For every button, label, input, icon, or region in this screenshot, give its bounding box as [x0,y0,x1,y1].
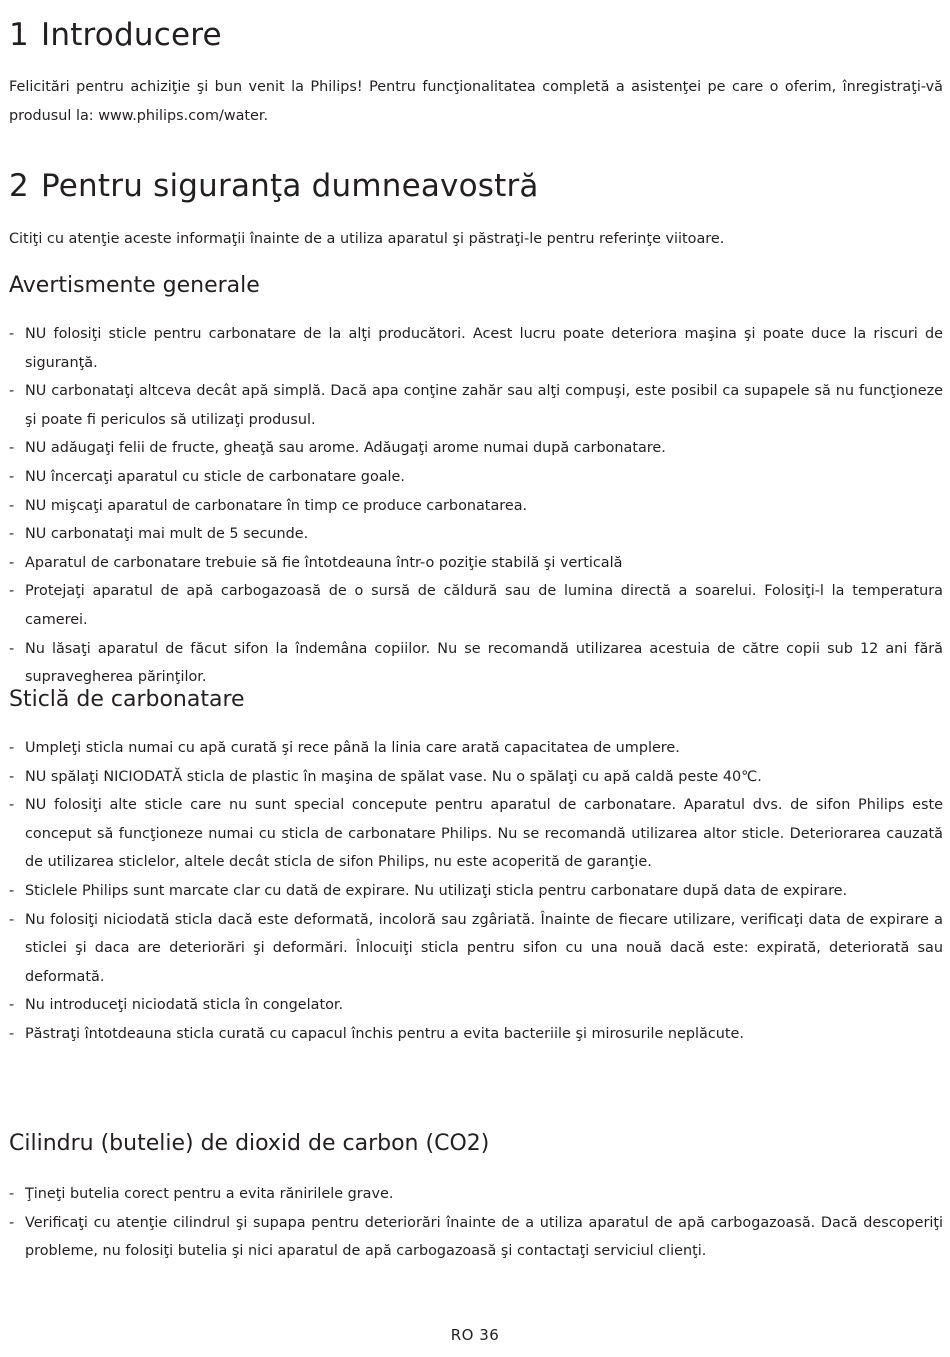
section-number: 2 [9,168,29,204]
section-title-text: Introducere [41,17,222,53]
section-title-introducere [9,16,222,54]
section-title-text: Pentru siguranţa dumneavostră [41,168,539,204]
list-item: - Verificaţi cu atenţie cilindrul şi supapa pentru deteriorări înainte de a utiliza aparatul de apă carbogazoasă. Dacă descoperiţi probleme, nu folosiţi butelia şi nici aparatul de apă carbogazoasă şi contactaţi serviciul clienţi. [9,1209,943,1266]
cylinder-list [9,1180,943,1266]
list-item: - Nu introduceţi niciodată sticla în congelator. [9,991,943,1020]
heading-sticla: Sticlă de carbonatare [9,687,245,712]
warnings-list [9,320,943,692]
list-item: - NU adăugaţi felii de fructe, gheaţă sau arome. Adăugaţi arome numai după carbonatare. [9,434,943,463]
safety-paragraph: Citiţi cu atenţie aceste informaţii înainte de a utiliza aparatul şi păstraţi-le pentru referinţe viitoare. [9,231,725,247]
list-item: - Păstraţi întotdeauna sticla curată cu capacul închis pentru a evita bacteriile şi mirosurile neplăcute. [9,1020,943,1049]
list-item: - NU spălaţi NICIODATĂ sticla de plastic în maşina de spălat vase. Nu o spălaţi cu apă caldă peste 40℃. [9,763,943,792]
list-item: - NU încercaţi aparatul cu sticle de carbonatare goale. [9,463,943,492]
list-item: - Aparatul de carbonatare trebuie să fie întotdeauna într-o poziţie stabilă şi verticală [9,549,943,578]
list-item: - NU folosiţi sticle pentru carbonatare de la alţi producători. Acest lucru poate deteriora maşina şi poate duce la riscuri de siguranţă. [9,320,943,377]
section-number: 1 [9,17,29,53]
intro-paragraph: Felicitări pentru achiziţie şi bun venit la Philips! Pentru funcţionalitatea completă a asistenţei pe care o oferim, înregistraţi-vă produsul la: www.philips.com/water. [9,79,943,124]
list-item: - NU folosiţi alte sticle care nu sunt special concepute pentru aparatul de carbonatare. Aparatul dvs. de sifon Philips este conceput să funcţioneze numai cu sticla de carbonatare Philips. Nu se recomandă utilizarea altor sticle. Deteriorarea cauzată de utilizarea sticlelor, altele decât sticla de sifon Philips, nu este acoperită de garanţie. [9,791,943,877]
heading-avertismente: Avertismente generale [9,273,260,298]
list-item: - Nu folosiţi niciodată sticla dacă este deformată, incoloră sau zgâriată. Înainte de fiecare utilizare, verificaţi data de expirare a sticlei şi daca are deteriorări şi deformări. Înlocuiţi sticla pentru sifon cu una nouă dacă este: expirată, deteriorată sau deformată. [9,906,943,992]
section-title-siguranta [9,167,539,205]
heading-cilindru: Cilindru (butelie) de dioxid de carbon (CO2) [9,1131,490,1156]
list-item: - NU carbonataţi mai mult de 5 secunde. [9,520,943,549]
page-number: RO 36 [450,1326,500,1344]
list-item: - Protejaţi aparatul de apă carbogazoasă de o sursă de căldură sau de lumina directă a soarelui. Folosiţi-l la temperatura camerei. [9,577,943,634]
list-item: - Ţineţi butelia corect pentru a evita rănirilele grave. [9,1180,943,1209]
list-item: - Sticlele Philips sunt marcate clar cu dată de expirare. Nu utilizaţi sticla pentru carbonatare după data de expirare. [9,877,943,906]
list-item: - Umpleţi sticla numai cu apă curată şi rece până la linia care arată capacitatea de umplere. [9,734,943,763]
list-item: - NU carbonataţi altceva decât apă simplă. Dacă apa conţine zahăr sau alţi compuşi, este posibil ca supapele să nu funcţioneze şi poate fi periculos să utilizaţi produsul. [9,377,943,434]
list-item: - Nu lăsaţi aparatul de făcut sifon la îndemâna copiilor. Nu se recomandă utilizarea acestuia de către copii sub 12 ani fără supravegherea părinţilor. [9,635,943,692]
bottle-list [9,734,943,1049]
list-item: - NU mişcaţi aparatul de carbonatare în timp ce produce carbonatarea. [9,492,943,521]
